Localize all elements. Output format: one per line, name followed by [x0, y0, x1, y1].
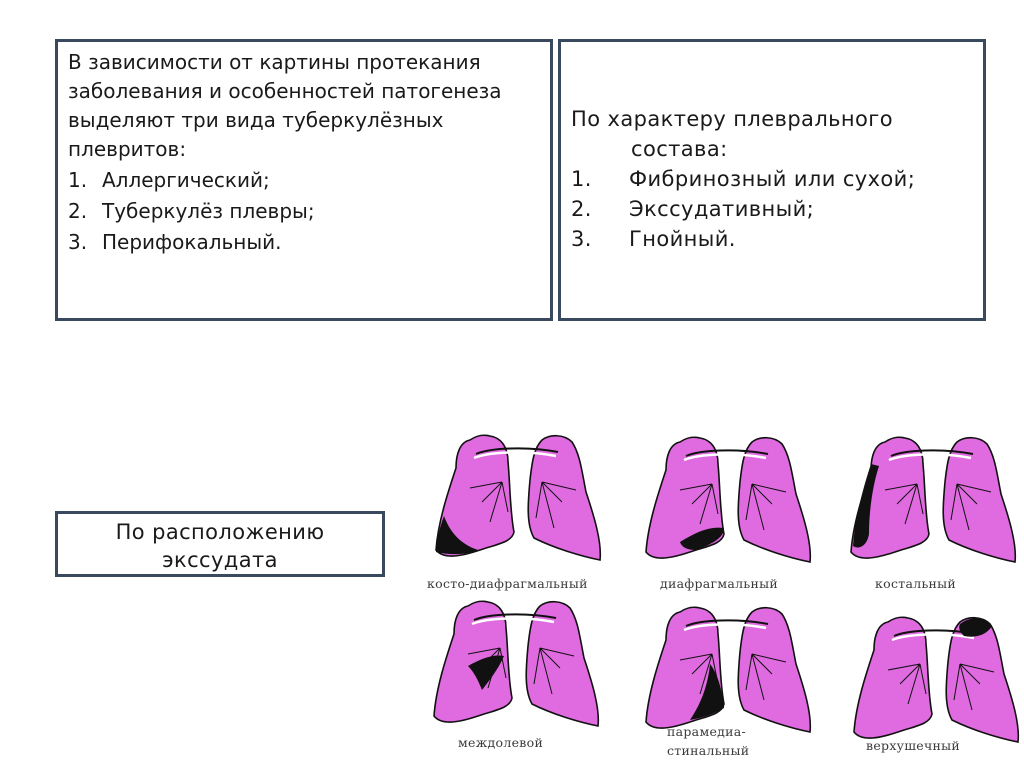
lung-diagram: [845, 434, 1024, 574]
pleural-content-box: [558, 39, 986, 321]
lung-diagram: [848, 614, 1024, 754]
content-list: [571, 164, 973, 254]
lung-diagram: [430, 432, 610, 572]
list-item: 1. Фибринозный или сухой;: [571, 167, 916, 191]
list-item: 3. Перифокальный.: [68, 230, 282, 254]
figure-caption: диафрагмальный: [660, 576, 778, 591]
figure-caption: парамедиа-: [667, 724, 747, 739]
figure-caption: верхушечный: [866, 738, 961, 753]
lung-diagram: [640, 434, 820, 574]
types-intro-text: В зависимости от картины протекания заболевания и особенностей патогенеза выделяют три вида туберкулёзных плевритов:: [68, 50, 502, 161]
figure-caption: междолевой: [458, 735, 544, 750]
list-item: 3. Гнойный.: [571, 227, 736, 251]
figure-caption: костальный: [875, 576, 957, 591]
exudate-location-box: По расположению экссудата: [55, 511, 385, 577]
types-list: [68, 166, 540, 257]
list-item: 2. Туберкулёз плевры;: [68, 199, 315, 223]
figure-caption: стинальный: [667, 743, 750, 758]
list-item: 1. Аллергический;: [68, 168, 270, 192]
pleurisy-types-box: [55, 39, 553, 321]
content-heading: По характеру плеврального состава:: [571, 107, 893, 161]
list-item: 2. Экссудативный;: [571, 197, 815, 221]
figure-caption: косто-диафрагмальный: [427, 576, 588, 591]
lung-diagram: [428, 598, 608, 738]
lung-diagram: [640, 604, 820, 744]
